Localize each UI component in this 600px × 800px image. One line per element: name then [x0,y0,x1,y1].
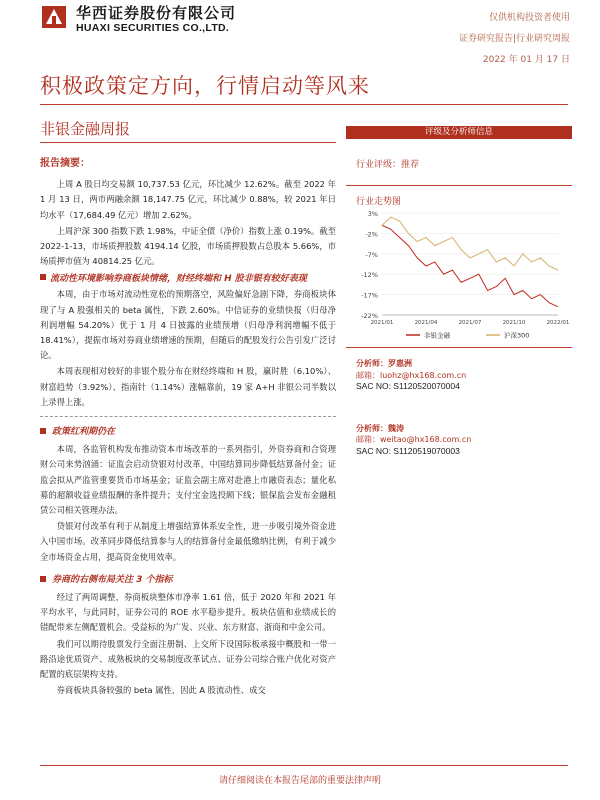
y-tick-label: 3% [367,210,378,218]
company-name-cn: 华西证券股份有限公司 [76,4,237,22]
info-panel [346,126,572,457]
trend-chart [346,207,572,347]
title-divider [40,104,568,105]
summary-paragraph: 本周，由于市场对流动性宽松的预期落空，风险偏好急剧下降，券商板块体现了与 A 股强相关的 beta 属性，下跌 2.60%。中信证券的业绩快报（归母净利润增幅 54.20%）优于 1 月 4 日披露的业绩预增（归母净利润增幅不低于 18.41%），提振市场对券商业绩增速的预期，但随后的配股发行公告引发广泛讨论。 [40,289,336,361]
legal-notice: 请仔细阅读在本报告尾部的重要法律声明 [218,776,381,786]
x-tick-label: 2021/10 [502,320,526,326]
x-tick-label: 2022/01 [546,320,570,326]
footer-divider [40,765,568,766]
page-title: 积极政策定方向，行情启动等风来 [40,74,370,98]
section-paragraph: 贷银对付改革有利于从制度上增强结算体系安全性，进一步吸引境外资金进入中国市场。改革同步降低结算参与人的结算备付金最低缴纳比例，有利于减少全市场资金占用，提高资金使用效率。 [40,521,336,562]
huaxi-logo-icon [40,4,68,30]
key-point-text: 流动性环境影响券商板块情绪，财经终端和 H 股非银有较好表现 [50,274,307,285]
analyst-email[interactable]: 邮箱：luohz@hx168.com.cn [356,370,467,380]
panel-header: 评级及分析师信息 [346,126,572,139]
analyst-email[interactable]: 邮箱：weitao@hx168.com.cn [356,435,472,444]
legend-label: 沪深300 [504,331,530,340]
section-heading-text: 政策红利期仍在 [52,427,116,438]
key-point [40,271,336,287]
series-line-csi300 [382,217,558,270]
summary-paragraph: 上周沪深 300 指数下跌 1.98%，中证全债（净价）指数上涨 0.19%。截至 2022-1-13，市场质押股数 4194.14 亿股，市场质押股数占总股本 5.66%，市场质押市值为 40814.25 亿元。 [40,225,336,267]
trend-chart-svg [346,207,572,347]
analyst-name: 分析师：罗惠洲 [356,359,412,368]
report-subtitle: 非银金融周报 [40,120,131,138]
section-paragraph: 我们可以期待股票发行全面注册制、上交所下设国际板承接中概股和一带一路沿途优质资产、成熟板块的交易制度改革试点、证券公司综合账户优化对资产配置的底层架构支持。 [40,638,336,680]
section-divider [40,416,336,417]
section-paragraph: 本周，各监管机构发布推动资本市场改革的一系列指引，外资券商和合资理财公司来势汹涌：证监会启动贷银对付改革，中国结算同步降低结算备付金；证监会拟从严监管重要货币市场基金；证监会副主席对赴港上市融资表态；量化私募的超额收益业绩报酬的条件提升；支付宝金选投顾下线；银保监会发布金融租赁公司相关管理办法。 [40,444,336,516]
y-tick-label: -22% [361,312,378,320]
trend-chart-label: 行业走势图 [356,197,402,207]
section-heading [40,573,336,588]
report-header [0,0,600,65]
section-heading [40,425,336,440]
analyst-block [346,348,572,393]
x-tick-label: 2021/07 [458,320,482,326]
summary-label: 报告摘要： [40,158,90,169]
section-paragraph: 经过了两周调整，券商板块整体市净率 1.61 倍，低于 2020 年和 2021 年平均水平，与此同时，证券公司的 ROE 水平稳步提升。板块估值和业绩成长的错配带来左侧配置机会。受益标的为广发、兴业、东方财富、浙商和中金公司。 [40,592,336,633]
audience-note: 仅供机构投资者使用 [488,13,570,23]
analyst-name: 分析师：魏涛 [356,423,404,433]
industry-rating: 行业评级：推荐 [356,160,420,170]
section-paragraph: 券商板块具备较强的 beta 属性，因此 A 股流动性、成交 [56,685,266,696]
y-tick-label: -12% [361,271,378,280]
analyst-sac: SAC NO: S1120519070003 [356,445,460,456]
company-name-en: HUAXI SECURITIES CO.,LTD. [76,22,230,34]
report-body [40,150,336,700]
report-type: 证券研究报告|行业研究周报 [458,34,570,44]
legend-label: 非银金融 [424,331,450,340]
analyst-block [346,393,572,458]
analyst-sac: SAC NO: S1120520070004 [356,381,460,391]
summary-paragraph: 上周 A 股日均交易额 10,737.53 亿元，环比减少 12.62%。截至 2022 年 1 月 13 日，两市两融余额 18,147.75 亿元，环比减少 0.88%，较 2021 年日均水平（17,684.49 亿元）增加 2.62%。 [40,179,336,220]
report-date: 2022 年 01 月 17 日 [482,55,570,65]
y-tick-label: -17% [361,291,378,300]
x-tick-label: 2021/04 [414,320,438,326]
y-tick-label: -2% [365,230,378,239]
subtitle-divider [40,142,336,143]
y-tick-label: -7% [365,250,378,259]
x-tick-label: 2021/01 [370,320,394,326]
bullet-icon [40,428,46,434]
section-heading-text: 券商的右侧布局关注 3 个指标 [52,574,173,585]
bullet-icon [40,576,46,582]
summary-paragraph: 本周表现相对较好的非银个股分布在财经终端和 H 股，赢时胜（6.10%）、财富趋势（3.92%）、指南针（1.14%）涨幅靠前，19 家 A+H 非银公司半数以上录得上涨。 [40,366,336,407]
bullet-icon [40,274,46,280]
